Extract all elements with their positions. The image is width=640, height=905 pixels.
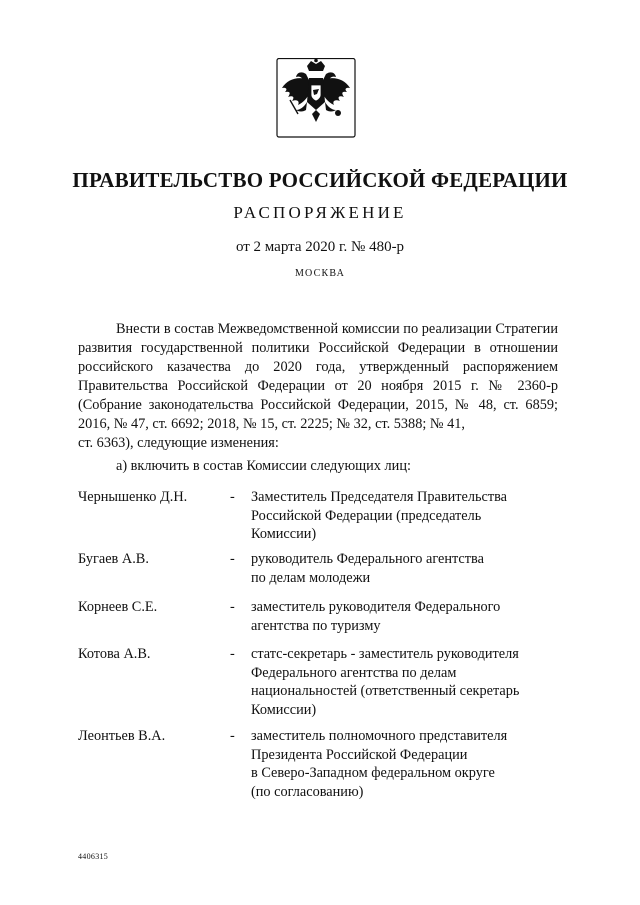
member-role-line: Комиссии) <box>251 701 317 718</box>
member-dash: - <box>230 599 235 615</box>
preamble-text: Внести в состав Межведомственной комиссии по реализации Стратегии развития государственной политики Российской Федерации в отношении российского казачества до 2020 года, утвержденный распоряжением Правительства Российской Федерации от 20 ноября 2015 г. № 2360-р (Собрание законодательства Российской Федерации, 2015, № 48, ст. 6859; 2016, № 47, ст. 6692; 2018, № 15, ст. 2225; № 32, ст. 5388; № 41, <box>78 321 558 432</box>
member-role-line: в Северо-Западном федеральном округе <box>251 765 495 781</box>
coat-of-arms-icon <box>276 58 356 138</box>
member-role <box>251 598 551 635</box>
member-name: Леонтьев В.А. <box>78 728 166 744</box>
member-dash: - <box>230 728 235 744</box>
member-role <box>251 550 551 587</box>
member-role-line: (по согласованию) <box>251 783 364 800</box>
document-date-number: от 2 марта 2020 г. № 480-р <box>235 239 405 255</box>
member-role-line: заместитель полномочного представителя <box>251 728 508 744</box>
member-role <box>251 727 551 801</box>
member-role-line: статс-секретарь - заместитель руководителя <box>251 646 519 662</box>
member-role-line: заместитель руководителя Федерального <box>251 599 501 615</box>
member-role-line: Федерального агентства по делам <box>251 664 457 681</box>
member-role-line: национальностей (ответственный секретарь <box>251 683 520 699</box>
member-role-line: Президента Российской Федерации <box>251 746 468 763</box>
member-role-line: руководитель Федерального агентства <box>251 551 484 567</box>
preamble-paragraph <box>78 320 558 453</box>
member-dash: - <box>230 646 235 662</box>
member-role-line: Российской Федерации (председатель <box>251 507 482 524</box>
member-role <box>251 645 551 719</box>
document-city: МОСКВА <box>294 268 346 279</box>
member-role-line: агентства по туризму <box>251 617 381 634</box>
member-role <box>251 488 551 544</box>
member-role-line: по делам молодежи <box>251 569 371 586</box>
member-dash: - <box>230 489 235 505</box>
member-role-line: Комиссии) <box>251 526 317 542</box>
document-type: РАСПОРЯЖЕНИЕ <box>233 203 407 222</box>
member-name: Котова А.В. <box>78 646 151 662</box>
document-code: 4406315 <box>78 852 109 861</box>
preamble-text-end: ст. 6363), следующие изменения: <box>78 435 279 451</box>
member-role-line: Заместитель Председателя Правительства <box>251 489 508 505</box>
member-name: Чернышенко Д.Н. <box>78 489 188 505</box>
government-title: ПРАВИТЕЛЬСТВО РОССИЙСКОЙ ФЕДЕРАЦИИ <box>72 168 568 192</box>
member-dash: - <box>230 551 235 567</box>
member-name: Бугаев А.В. <box>78 551 149 567</box>
item-a-intro: а) включить в состав Комиссии следующих лиц: <box>116 458 411 474</box>
member-name: Корнеев С.Е. <box>78 599 158 615</box>
